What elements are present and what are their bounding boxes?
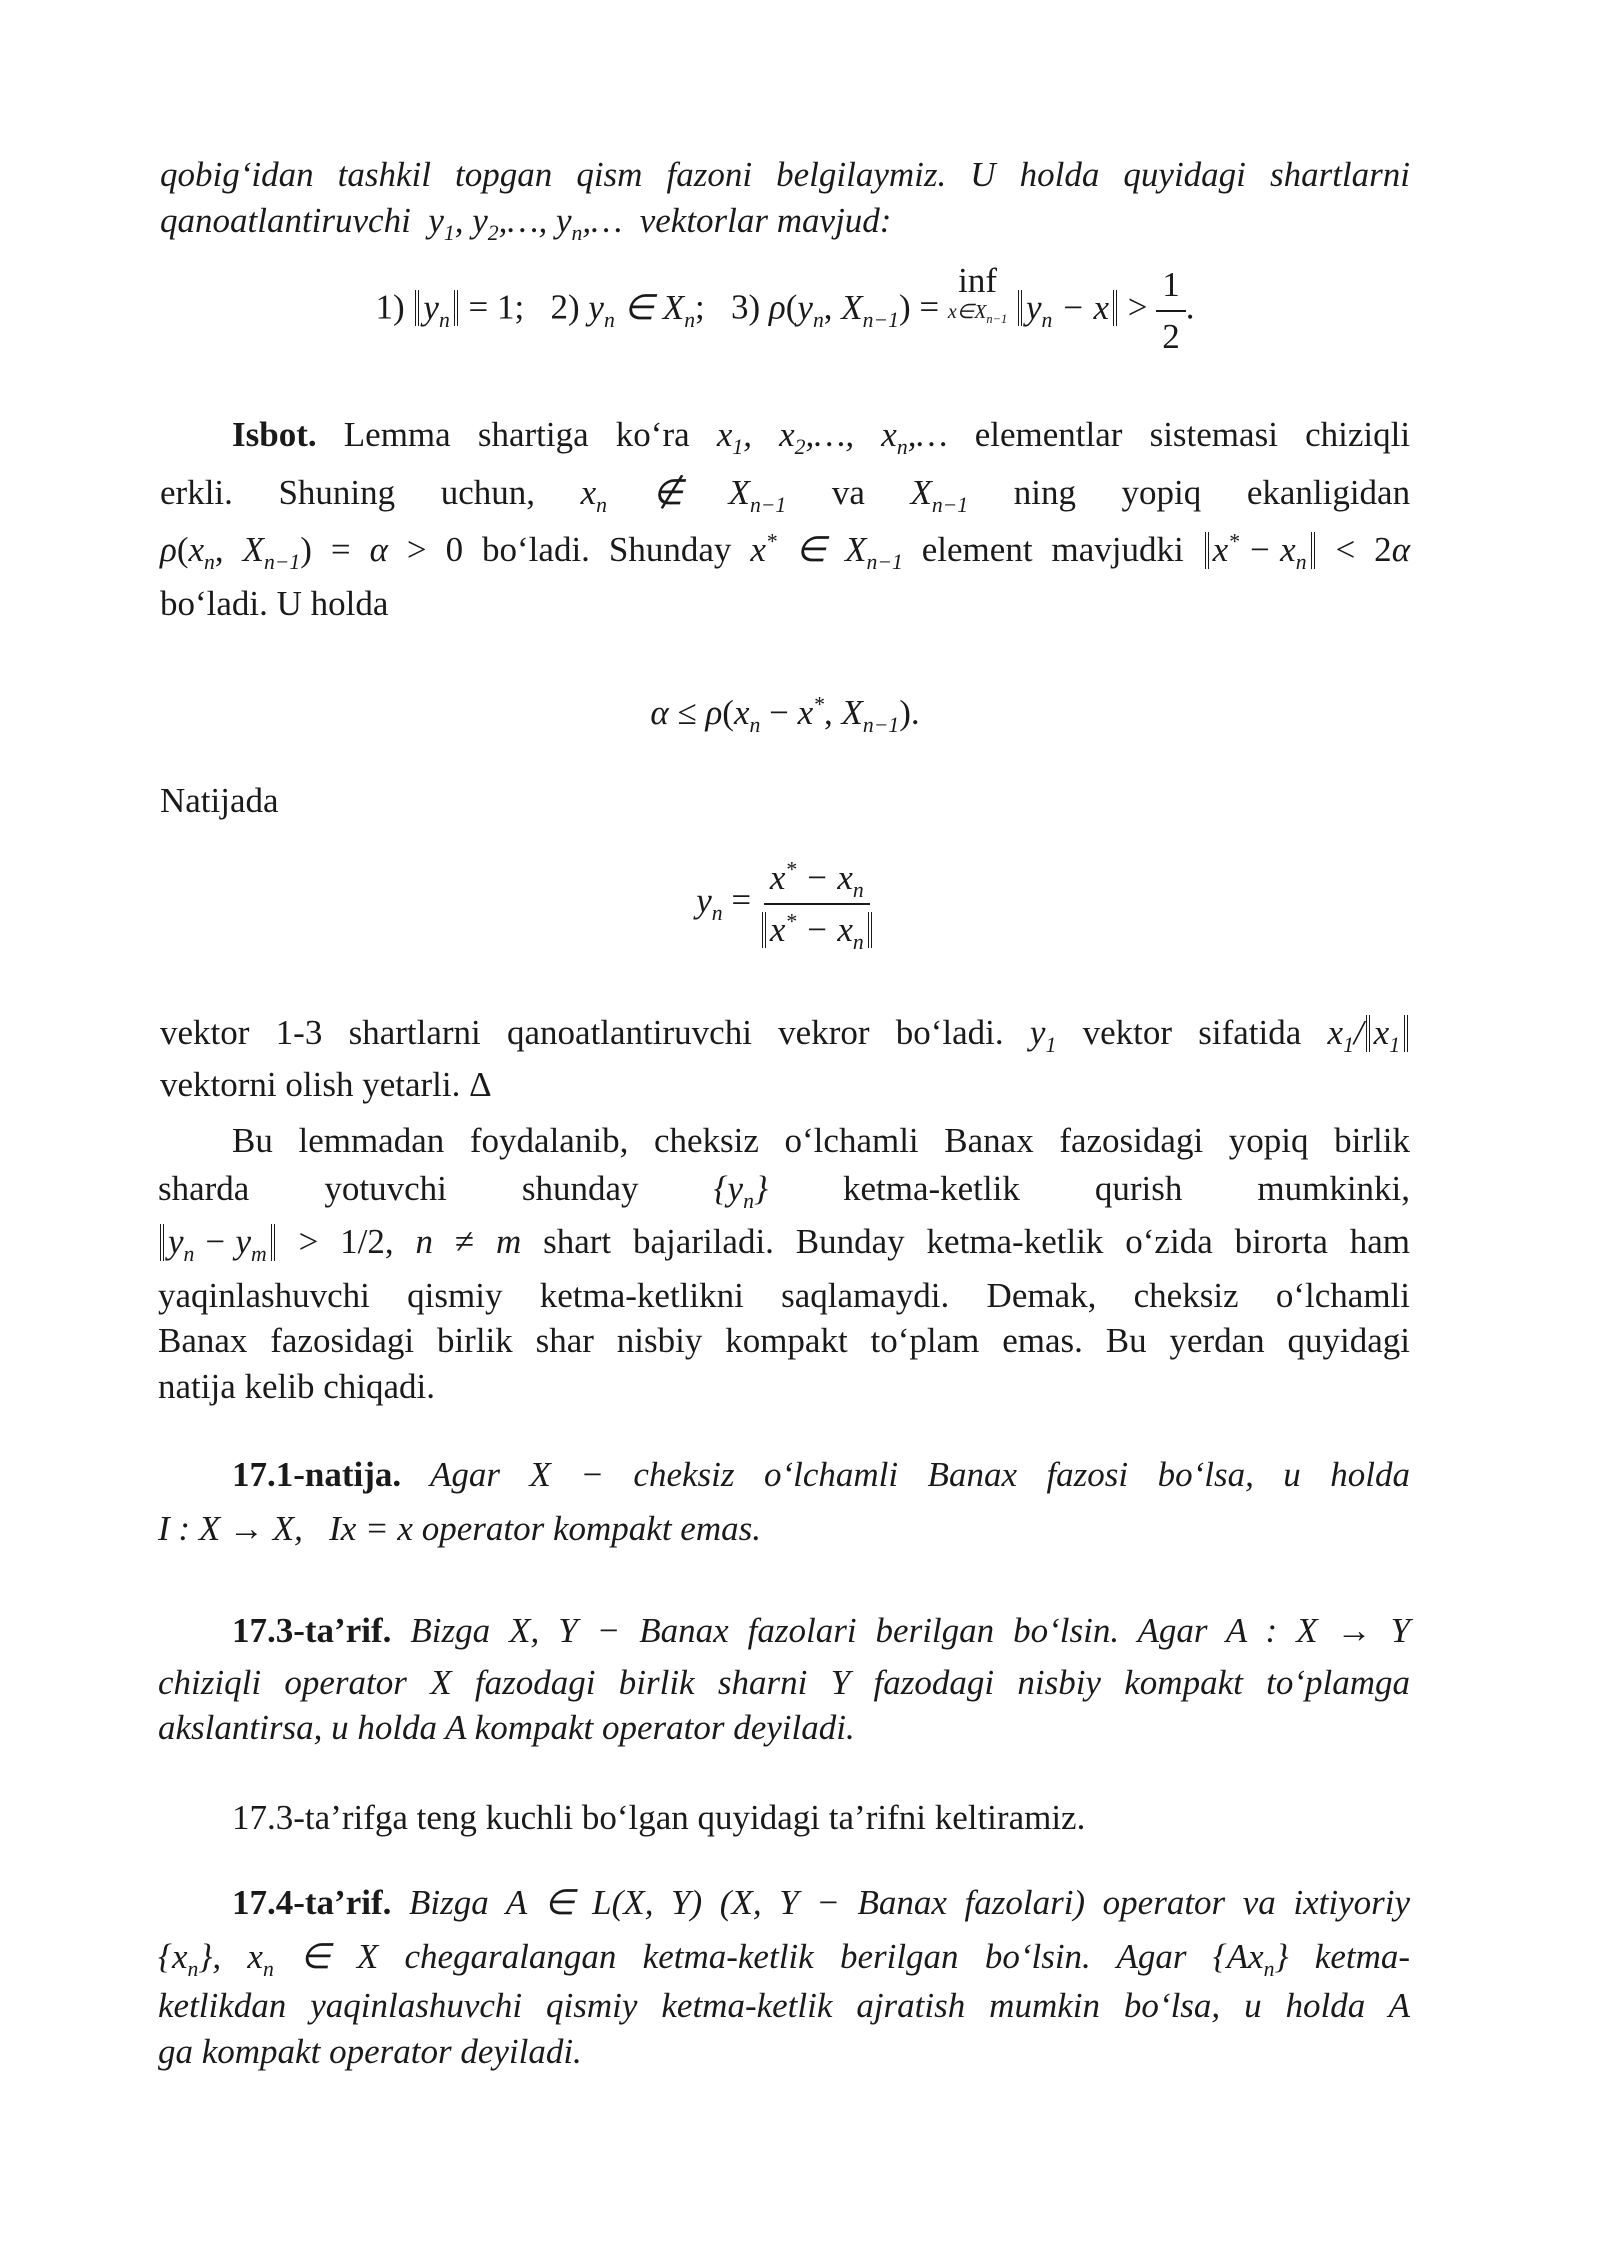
lemma-use-line-6: natija kelib chiqadi.: [158, 1366, 435, 1406]
paragraph-intro: [160, 152, 1410, 243]
corollary-17-1: [158, 1452, 1410, 1551]
def3-heading: 17.3-ta’rif.: [232, 1611, 392, 1650]
equation-alpha: $\alpha \le \rho(x_n - x^*$, $X_{n-1}$).: [650, 692, 920, 737]
def3-line-1: 17.3-ta’rif. Bizga X, Y − Banax fazolari berilgan bo‘lsin. Agar A : X → Y: [232, 1611, 1411, 1650]
paragraph-lemma-use: [158, 1118, 1410, 1409]
paragraph-vektor: [160, 1010, 1410, 1107]
fraction-yn: $\frac{x^* - x_n}{x^* - x_n}$: [760, 855, 874, 952]
corollary-heading: 17.1-natija.: [232, 1455, 402, 1494]
def4-line-3: ketlikdan yaqinlashuvchi qismiy ketma-ketlik ajratish mumkin bo‘lsa, u holda A: [158, 1986, 1410, 2025]
equation-yn: $y_n$ = $\frac{x^* - x_n}{x^* - x_n}$: [160, 855, 1410, 952]
def3-line-3: akslantirsa, u holda A kompakt operator deyiladi.: [158, 1708, 855, 1747]
proof-heading: Isbot.: [232, 415, 317, 454]
equation-conditions: 1) $y_n = 1$; 2) $y_n$ ∈ $X_n$; 3) $\rho(y_n$, $X_{n-1}$) = inf $x\in X_{n-1}$ $y_n - x$ > $\frac{1}{2}$ .: [160, 262, 1410, 359]
corollary-line-1: 17.1-natija. Agar X − cheksiz o‘lchamli Banax fazosi bo‘lsa, u holda: [232, 1455, 1411, 1494]
definition-17-4: [158, 1880, 1410, 2074]
lemma-use-line-3: $y_n - y_m > 1/2$, n ≠ m shart bajariladi. Bunday ketma-ketlik o‘zida birorta ham: [158, 1219, 1410, 1265]
proof-line-3: $\rho(x_n$, $X_{n-1}) = \alpha > 0$ bo‘ladi. Shunday x* ∈ $X_{n-1}$ element mavjudki $x^* - x_n < 2\alpha$: [160, 529, 1411, 574]
corollary-line-2: I : X → X, Ix = x operator kompakt emas.: [158, 1508, 761, 1548]
inf-operator: inf $x\in X_{n-1}$: [947, 261, 1008, 326]
proof-line-4: bo‘ladi. U holda: [160, 583, 389, 623]
lemma-use-line-4: yaqinlashuvchi qismiy ketma-ketlikni saqlamaydi. Demak, cheksiz o‘lchamli: [158, 1275, 1410, 1315]
proof-line-2: erkli. Shuning uchun, $x_n$ ∉ $X_{n-1}$ va $X_{n-1}$ ning yopiq ekanligidan: [160, 472, 1411, 517]
formula-y-sequence: $y_1$, $y_2,\dots$, $y_n,\dots$: [419, 200, 631, 245]
paragraph-equivalent: 17.3-ta’rifga teng kuchli bo‘lgan quyidagi ta’rifni keltiramiz.: [232, 1798, 1086, 1837]
def4-line-4: ga kompakt operator deyiladi.: [158, 2031, 582, 2071]
intro-text-a: qanoatlantiruvchi: [160, 200, 411, 240]
proof-line-1: Isbot. Lemma shartiga ko‘ra $x_1$, $x_2,\dots$, $x_n,\dots$ elementlar sistemasi chiziqli: [232, 415, 1411, 459]
def3-line-2: chiziqli operator X fazodagi birlik sharni Y fazodagi nisbiy kompakt to‘plamga: [158, 1662, 1411, 1702]
def4-line-1: 17.4-ta’rif. Bizga A ∈ L(X, Y) (X, Y − Banax fazolari) operator va ixtiyoriy: [232, 1883, 1411, 1922]
def4-line-2: $\{x_n\}$, $x_n$ ∈ X chegaralangan ketma-ketlik berilgan bo‘lsin. Agar $\{Ax_n\}$ ketma-: [158, 1936, 1411, 1981]
vektor-line-1: vektor 1-3 shartlarni qanoatlantiruvchi vekror bo‘ladi. $y_1$ vektor sifatida $x_1/$ $x_1$: [160, 1010, 1410, 1056]
lemma-use-line-5: Banax fazosidagi birlik shar nisbiy kompakt to‘plam emas. Bu yerdan quyidagi: [158, 1321, 1410, 1360]
vektor-line-2: vektorni olish yetarli. Δ: [160, 1064, 492, 1104]
intro-line-1: qobig‘idan tashkil topgan qism fazoni belgilaymiz. U holda quyidagi shartlarni: [160, 155, 1410, 194]
fraction-half: $\frac{1}{2}$: [1156, 262, 1186, 359]
lemma-use-line-2: sharda yotuvchi shunday $\{y_n\}$ ketma-ketlik qurish mumkinki,: [158, 1168, 1411, 1213]
def4-heading: 17.4-ta’rif.: [232, 1883, 392, 1922]
definition-17-3: [158, 1608, 1410, 1751]
paragraph-proof: [160, 412, 1410, 626]
lemma-use-line-1: Bu lemmadan foydalanib, cheksiz o‘lchamli Banax fazosidagi yopiq birlik: [232, 1121, 1410, 1160]
natijada-label: Natijada: [160, 781, 279, 820]
intro-line-2: [160, 198, 1410, 244]
intro-text-b: vektorlar mavjud:: [639, 200, 892, 240]
